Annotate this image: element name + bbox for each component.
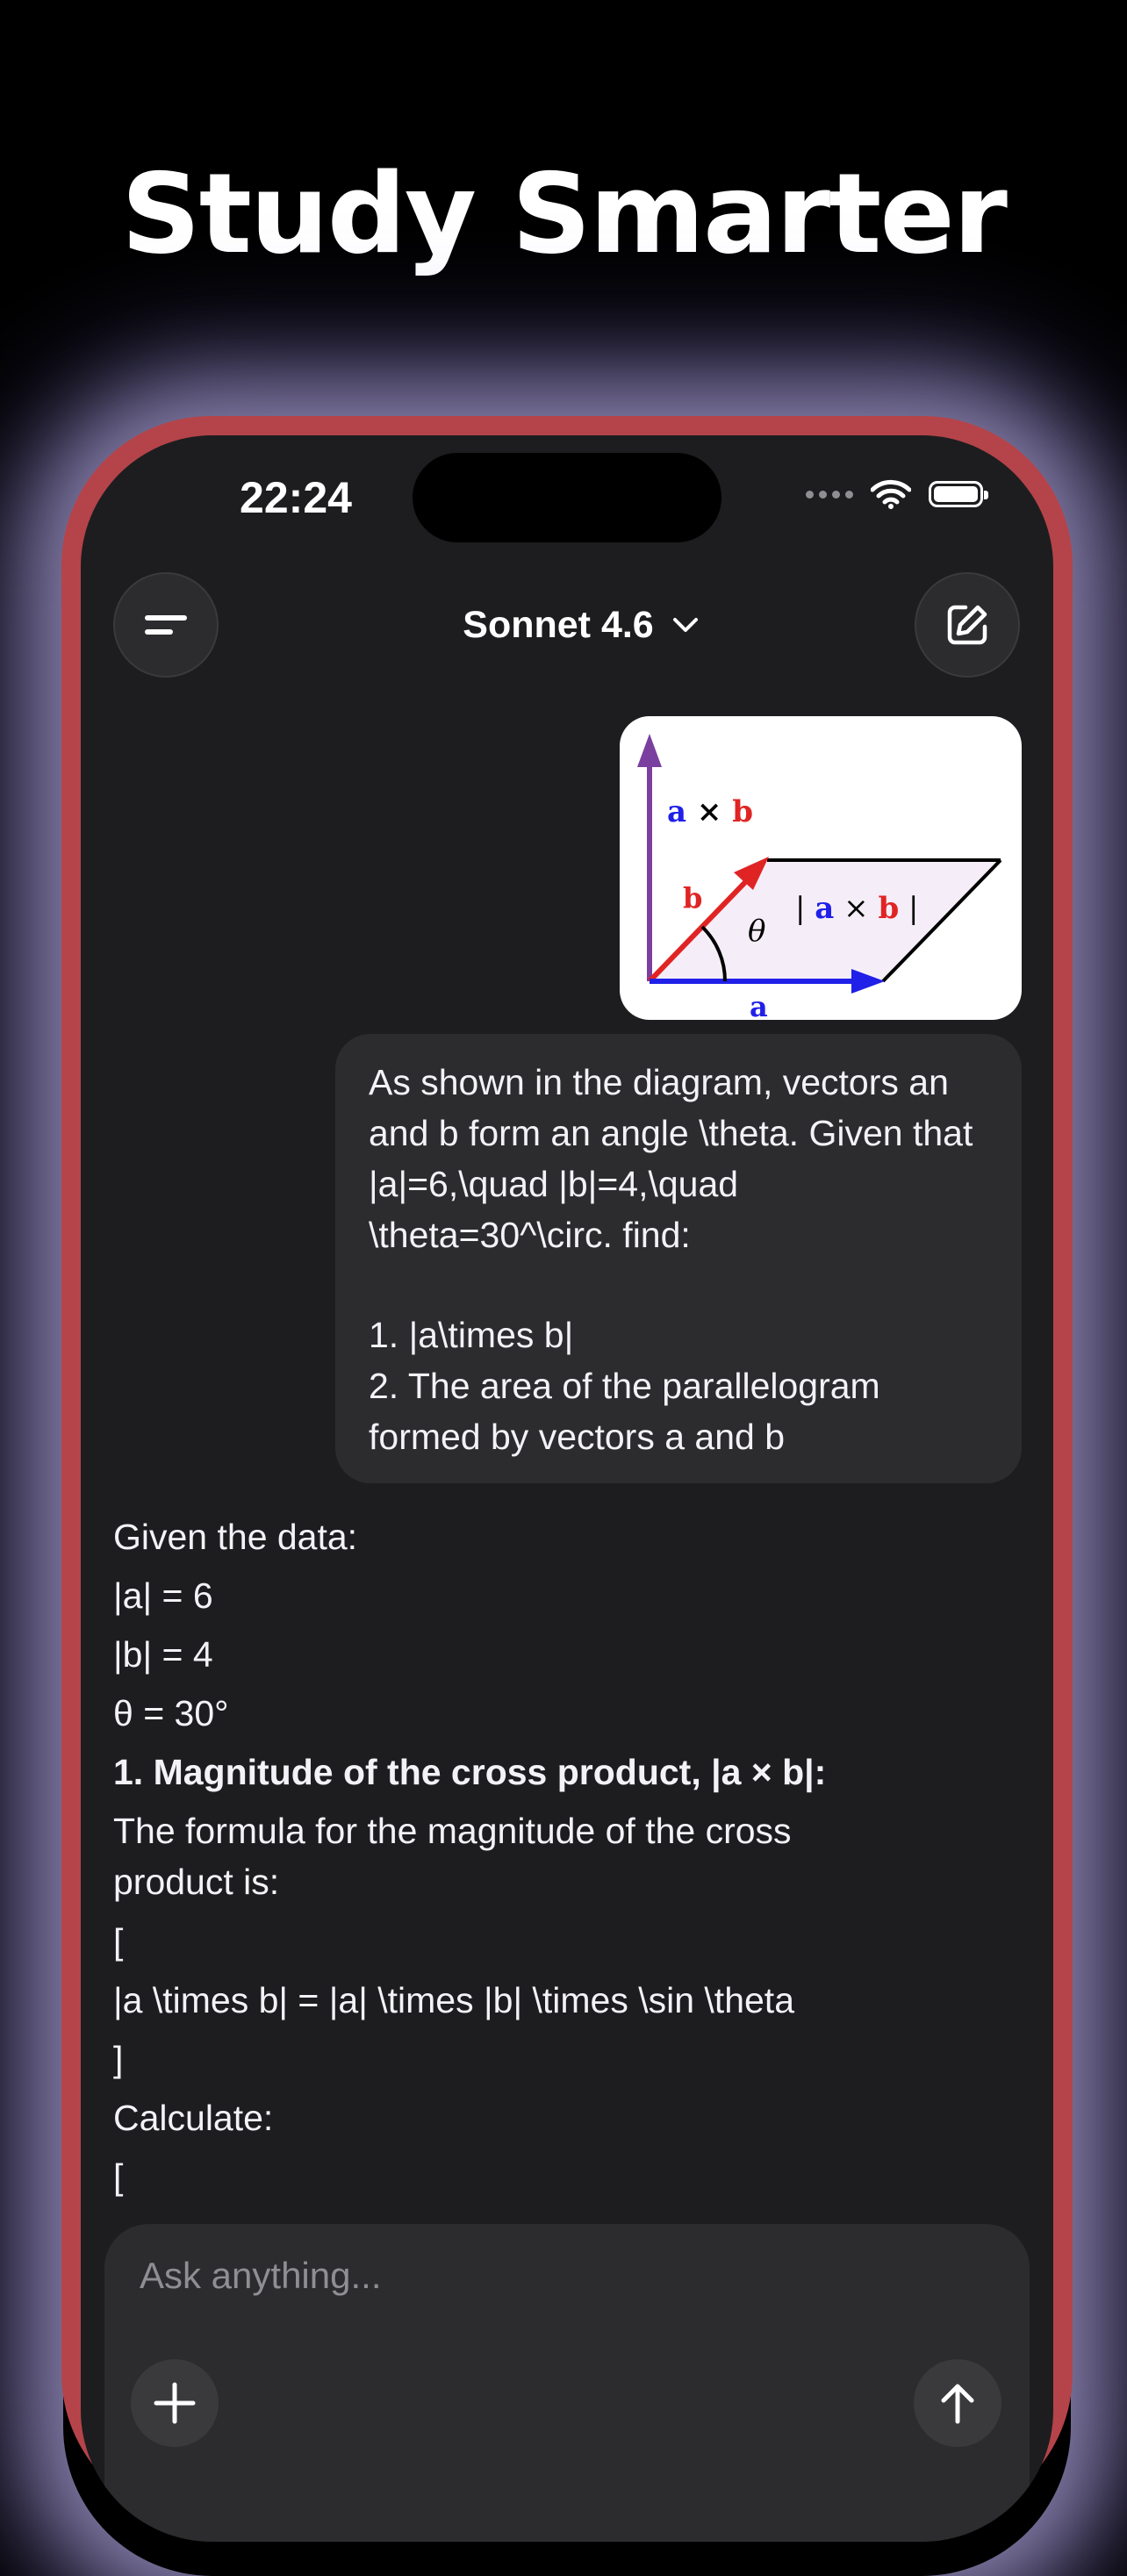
theta-label: θ <box>748 914 766 949</box>
answer-line: |a| = 6 <box>113 1575 213 1616</box>
user-message-bubble <box>335 1034 1022 1483</box>
cross-label-times: × <box>696 794 722 829</box>
model-name: Sonnet 4.6 <box>463 603 654 646</box>
answer-line: [ <box>113 2156 124 2197</box>
composer <box>104 2224 1030 2542</box>
user-message-item-2: 2. The area of the parallelogram formed by vectors a and b <box>369 1366 880 1457</box>
vector-b-label: b <box>683 881 703 915</box>
uploaded-image[interactable] <box>620 716 1022 1020</box>
user-message-paragraph: As shown in the diagram, vectors an and b form an angle \theta. Given that |a|=6,\quad |b|=4,\quad \theta=30^\circ. find: <box>369 1062 973 1255</box>
signal-icon <box>806 491 853 499</box>
answer-line: Given the data: <box>113 1517 358 1557</box>
dynamic-island <box>413 453 721 542</box>
user-message-item-1: 1. |a\times b| <box>369 1315 574 1355</box>
status-time: 22:24 <box>240 473 352 522</box>
answer-line: |b| = 4 <box>113 1634 213 1675</box>
compose-icon <box>943 600 992 649</box>
answer-paragraph: The formula for the magnitude of the cross product is: <box>113 1811 792 1902</box>
svg-text:| a ×: | a × b | <box>795 891 919 926</box>
menu-icon <box>142 607 190 642</box>
cross-label-b: b <box>732 794 753 829</box>
promo-headline: Study Smarter <box>121 149 1006 278</box>
chevron-down-icon <box>671 616 700 634</box>
plus-icon <box>153 2381 197 2425</box>
answer-line: ] <box>113 2039 124 2079</box>
answer-line: Calculate: <box>113 2098 274 2138</box>
status-icons <box>806 479 983 509</box>
assistant-message <box>113 1508 1009 2206</box>
model-selector[interactable] <box>432 599 730 651</box>
answer-formula: |a \times b| = |a| \times |b| \times \sin \theta <box>113 1980 794 2020</box>
send-button[interactable] <box>914 2359 1001 2447</box>
answer-heading: 1. Magnitude of the cross product, |a × b|: <box>113 1752 827 1792</box>
menu-button[interactable] <box>113 572 219 678</box>
new-chat-button[interactable] <box>915 572 1020 678</box>
wifi-icon <box>871 479 911 509</box>
battery-icon <box>929 481 983 507</box>
answer-line: [ <box>113 1921 124 1962</box>
phone-screen <box>81 435 1053 2542</box>
svg-text:a × b <box>667 794 753 829</box>
attach-button[interactable] <box>131 2359 219 2447</box>
answer-line: θ = 30° <box>113 1693 229 1733</box>
cross-label-a: a <box>667 794 687 829</box>
vector-a-label: a <box>750 990 768 1020</box>
arrow-up-icon <box>938 2381 977 2425</box>
cross-product-diagram <box>620 716 1022 1020</box>
message-input[interactable] <box>138 2249 931 2303</box>
